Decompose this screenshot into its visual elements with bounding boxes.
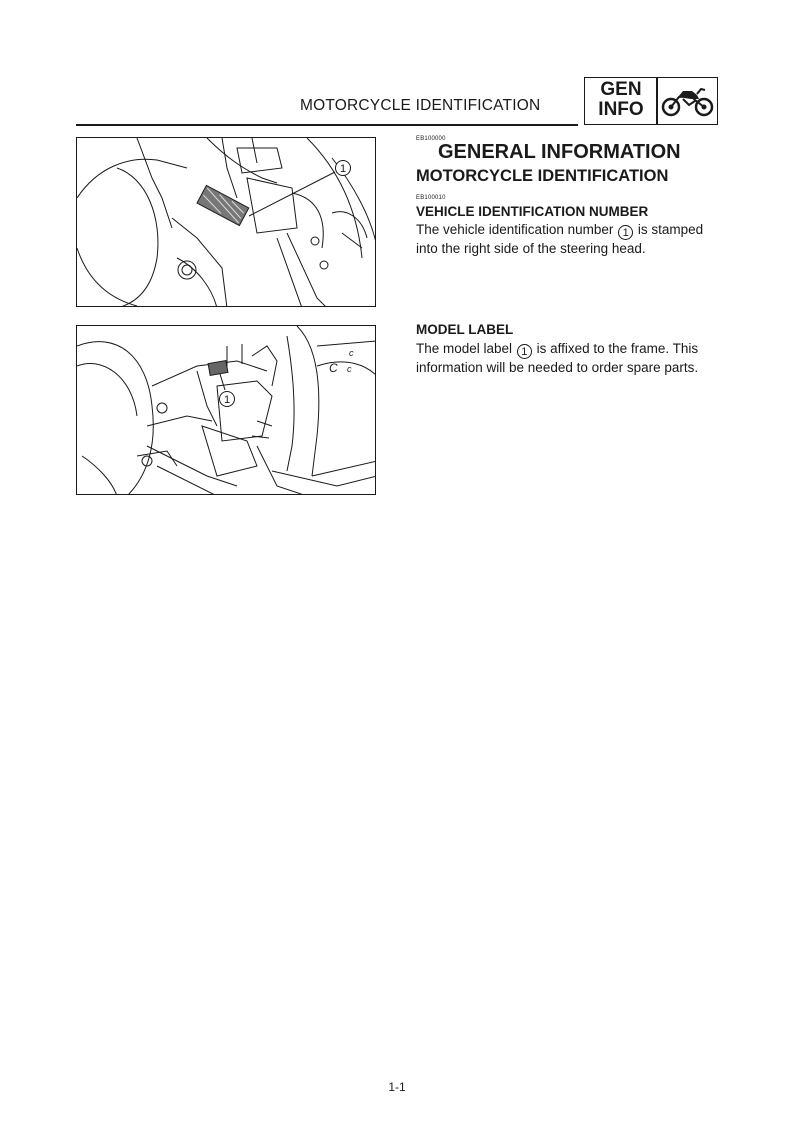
badge-label: [587, 80, 655, 120]
header-rule: [76, 124, 578, 126]
model-label-paragraph: [416, 340, 726, 377]
fig1-callout-number: 1: [339, 163, 347, 175]
badge-label-line2: INFO: [598, 99, 644, 120]
svg-text:c: c: [349, 348, 354, 358]
vin-paragraph: [416, 221, 726, 258]
vin-text-after: is stamped into the right side of the steering head.: [416, 222, 704, 256]
page-title: GENERAL INFORMATION: [438, 141, 681, 163]
model-label-heading: MODEL LABEL: [416, 322, 514, 337]
model-label-drawing: [77, 326, 376, 495]
model-text-after: is affixed to the frame. This information will be needed to order spare parts.: [416, 341, 699, 375]
svg-text:C: C: [329, 361, 338, 375]
svg-text:c: c: [347, 364, 352, 374]
badge-divider: [656, 78, 658, 124]
vin-text-before: The vehicle identification number: [416, 222, 614, 237]
vin-callout-marker: 1: [618, 225, 633, 240]
gen-info-badge: [584, 77, 718, 125]
section-header-title: MOTORCYCLE IDENTIFICATION: [300, 97, 541, 114]
model-text-before: The model label: [416, 341, 513, 356]
model-callout-marker: 1: [517, 344, 532, 359]
page-number: 1-1: [388, 1080, 406, 1094]
motorcycle-icon: [661, 85, 715, 119]
steering-head-drawing: [77, 138, 376, 307]
model-label-illustration: [76, 325, 376, 495]
code-general-info: EB100000: [416, 136, 446, 142]
steering-head-illustration: [76, 137, 376, 307]
vin-heading: VEHICLE IDENTIFICATION NUMBER: [416, 204, 649, 219]
code-vin: EB100010: [416, 195, 446, 201]
page-subtitle: MOTORCYCLE IDENTIFICATION: [416, 167, 669, 185]
fig2-callout-number: 1: [223, 394, 231, 406]
badge-label-line1: GEN: [600, 79, 642, 100]
